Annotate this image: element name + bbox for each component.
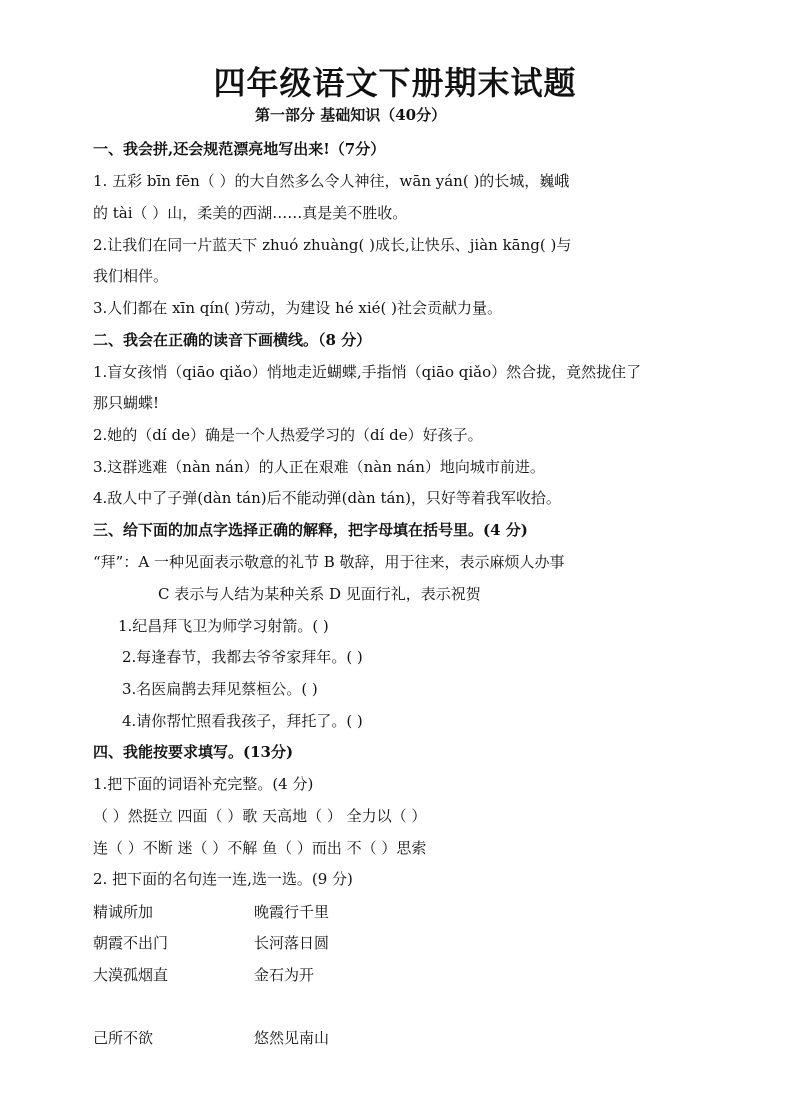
section3-item-3: 3.名医扁鹊去拜见蔡桓公。( ) <box>122 680 318 698</box>
section3-item-1: 1.纪昌拜飞卫为师学习射箭。( ) <box>118 617 329 635</box>
pair-left-3: 大漠孤烟直 <box>93 966 169 984</box>
page-title: 四年级语文下册期末试题 <box>213 64 577 102</box>
section1-line-5: 3.人们都在 xīn qín( )劳动，为建设 hé xié( )社会贡献力量。 <box>93 299 502 317</box>
section3-heading: 三、给下面的加点字选择正确的解释，把字母填在括号里。(4 分) <box>93 521 528 539</box>
section1-line-2: 的 tài（ ）山，柔美的西湖……真是美不胜收。 <box>93 204 408 222</box>
section4-sub1: 1.把下面的词语补充完整。(4 分) <box>93 775 314 793</box>
section1-heading: 一、我会拼,还会规范漂亮地写出来!（7分） <box>93 140 386 158</box>
section3-definitions-1: “拜”：A 一种见面表示敬意的礼节 B 敬辞，用于往来，表示麻烦人办事 <box>93 553 565 571</box>
section1-line-3: 2.让我们在同一片蓝天下 zhuó zhuàng( )成长,让快乐、jiàn kāng( )与 <box>93 236 572 254</box>
section1-line-1: 1. 五彩 bīn fēn（ ）的大自然多么令人神往，wān yán( )的长城，巍峨 <box>93 172 570 190</box>
pair-right-2: 长河落日圆 <box>254 934 330 952</box>
section1-line-4: 我们相伴。 <box>93 267 169 285</box>
pair-left-1: 精诚所加 <box>93 903 154 921</box>
section2-heading: 二、我会在正确的读音下画横线。（8 分） <box>93 331 372 349</box>
section2-line-4: 3.这群逃难（nàn nán）的人正在艰难（nàn nán）地向城市前进。 <box>93 458 545 476</box>
section4-words-row-2: 连（ ）不断 迷（ ）不解 鱼（ ）而出 不（ ）思索 <box>93 839 427 857</box>
section2-line-3: 2.她的（dí de）确是一个人热爱学习的（dí de）好孩子。 <box>93 426 483 444</box>
section4-sub2: 2. 把下面的名句连一连,选一选。(9 分) <box>93 870 353 888</box>
pair-left-4: 己所不欲 <box>93 1029 154 1047</box>
section2-line-2: 那只蝴蝶! <box>93 394 160 412</box>
part-subtitle: 第一部分 基础知识（40分） <box>255 106 447 124</box>
pair-right-1: 晚霞行千里 <box>254 903 330 921</box>
section4-words-row-1: （ ）然挺立 四面（ ）歌 天高地（ ） 全力以（ ） <box>93 807 427 825</box>
pair-left-2: 朝霞不出门 <box>93 934 169 952</box>
section2-line-5: 4.敌人中了子弹(dàn tán)后不能动弹(dàn tán)，只好等着我军收拾。 <box>93 489 561 507</box>
section3-definitions-2: C 表示与人结为某种关系 D 见面行礼，表示祝贺 <box>158 585 481 603</box>
section2-line-1: 1.盲女孩悄（qiāo qiǎo）悄地走近蝴蝶,手指悄（qiāo qiǎo）然合拢，竟然拢住了 <box>93 363 642 381</box>
pair-right-3: 金石为开 <box>254 966 315 984</box>
section3-item-4: 4.请你帮忙照看我孩子，拜托了。( ) <box>122 712 363 730</box>
section4-heading: 四、我能按要求填写。(13分) <box>93 743 294 761</box>
pair-right-4: 悠然见南山 <box>254 1029 330 1047</box>
section3-item-2: 2.每逢春节，我都去爷爷家拜年。( ) <box>122 648 363 666</box>
